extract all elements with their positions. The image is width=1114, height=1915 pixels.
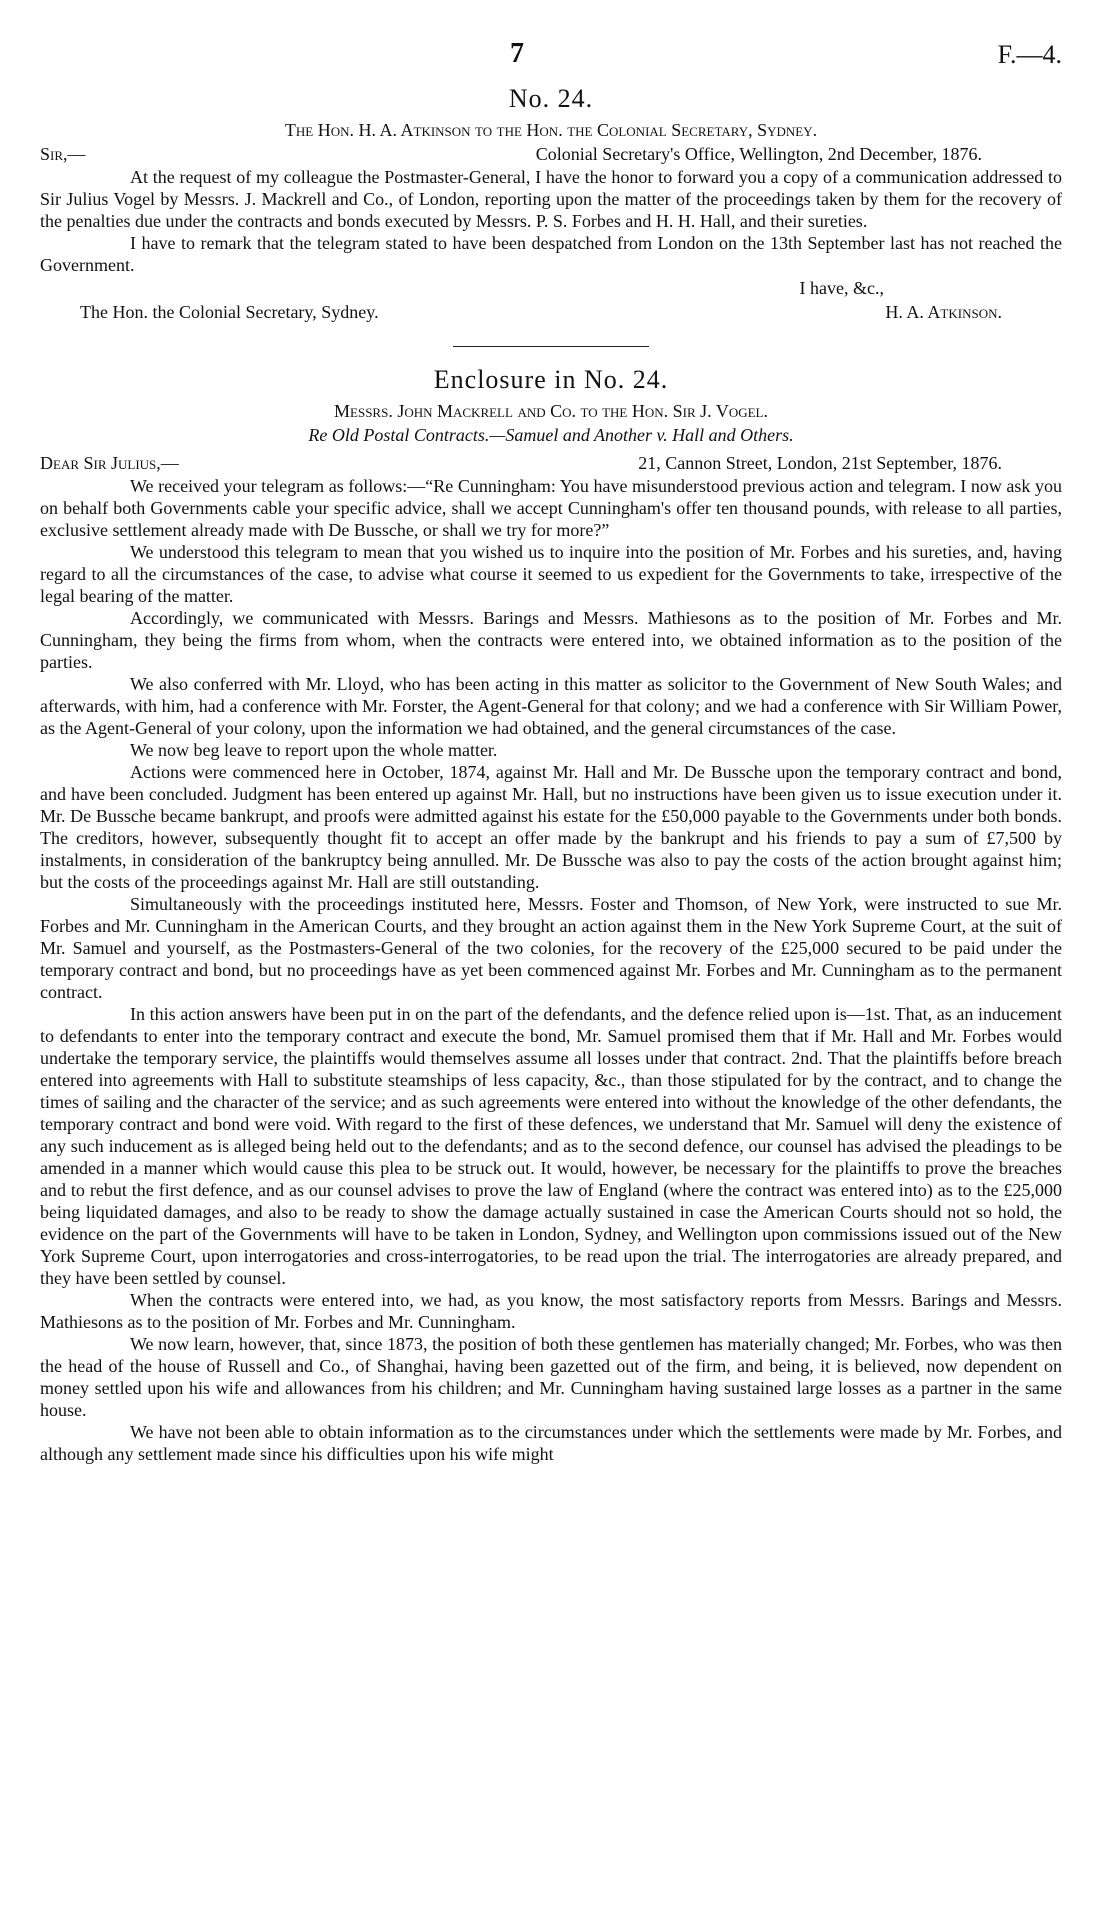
page-header [40,38,1062,82]
enclosure-paragraph: Actions were commenced here in October, 1874, against Mr. Hall and Mr. De Bussche upon the temporary contract and bond, and have been concluded. Judgment has been entered up against Mr. Hall, but no instructions have been given us to issue execution under it. Mr. De Bussche became bankrupt, and proofs were admitted against his estate for the £50,000 payable to the Governments under both bonds. The creditors, however, subsequently thought fit to accept an offer made by the bankrupt and his friends to pay a sum of £7,500 by instalments, in consideration of the bankruptcy being annulled. Mr. De Bussche was also to pay the costs of the action brought against him; but the costs of the proceedings against Mr. Hall are still outstanding. [40,762,1062,892]
letter-signature: H. A. Atkinson. [885,302,1002,322]
enclosure-paragraph: We now learn, however, that, since 1873, the position of both these gentlemen has materially changed; Mr. Forbes, who was then the head of the house of Russell and Co., of Shanghai, having been gazetted out of the firm, and being, it is believed, now dependent on money settled upon his wife and allowances from his children; and Mr. Cunningham having sustained large losses as a partner in the same house. [40,1334,1062,1420]
enclosure-paragraph: Accordingly, we communicated with Messrs. Barings and Messrs. Mathiesons as to the position of Mr. Forbes and Mr. Cunningham, they being the firms from whom, when the contracts were entered into, we obtained information as to the position of the parties. [40,608,1062,672]
document-code: F.—4. [997,40,1062,69]
letter-from-to: The Hon. H. A. Atkinson to the Hon. the Colonial Secretary, Sydney. [284,120,818,140]
enclosure-salutation-row [40,451,1062,475]
enclosure-address-date: 21, Cannon Street, London, 21st September, 1876. [638,453,1002,473]
letter-salutation: Sir,— [40,144,86,164]
enclosure-paragraph: We have not been able to obtain information as to the circumstances under which the settlements were made by Mr. Forbes, and although any settlement made since his difficulties upon his wife might [40,1422,1062,1464]
enclosure-paragraph: We understood this telegram to mean that you wished us to inquire into the position of Mr. Forbes and his sureties, and, having regard to all the circumstances of the case, to advise what course it seemed to us expedient for the Governments to take, irrespective of the legal bearing of the matter. [40,542,1062,606]
enclosure-paragraph: We also conferred with Mr. Lloyd, who has been acting in this matter as solicitor to the Government of New South Wales; and afterwards, with him, had a conference with Mr. Forster, the Agent-General for that colony; and we had a conference with Sir William Power, as the Agent-General of your colony, upon the information we had obtained, and the general circumstances of the case. [40,674,1062,738]
section-divider [453,346,649,347]
letter-address-date: Colonial Secretary's Office, Wellington, 2nd December, 1876. [535,144,982,164]
letter-salutation-row [40,142,1062,166]
letter-paragraph: At the request of my colleague the Postmaster-General, I have the honor to forward you a copy of a communication addressed to Sir Julius Vogel by Messrs. J. Mackrell and Co., of London, reporting upon the matter of the proceedings taken by them for the recovery of the penalties due under the contracts and bonds executed by Messrs. P. S. Forbes and H. H. Hall, and their sureties. [40,167,1062,231]
letter-paragraph: I have to remark that the telegram stated to have been despatched from London on the 13th September last has not reached the Government. [40,233,1062,275]
letter-signature-row [40,300,1062,324]
document-page [40,38,1062,1465]
letter-closing-row [40,276,1062,300]
page-number: 7 [510,38,524,69]
enclosure-paragraph: In this action answers have been put in on the part of the defendants, and the defence relied upon is—1st. That, as an inducement to defendants to enter into the temporary contract and execute the bond, Mr. Samuel promised them that if Mr. Hall and Mr. Forbes would undertake the temporary service, the plaintiffs would themselves assume all losses under that contract. 2nd. That the plaintiffs before breach entered into agreements with Hall to substitute steamships of less capacity, &c., than those stipulated for by the contract, and to change the times of sailing and the character of the service; and as such agreements were entered into without the knowledge of the other defendants, the temporary contract and bond were void. With regard to the first of these defences, we understand that Mr. Samuel will deny the existence of any such inducement as is alleged being held out to the defendants; and as to the second defence, our counsel has advised the pleadings to be amended in a manner which would cause this plea to be struck out. It would, however, be necessary for the plaintiffs to prove the breaches and to rebut the first defence, and as our counsel advises to prove the law of England (where the contract was entered into) as to the £25,000 being liquidated damages, and also to be ready to show the damage actually sustained in case the American Courts should not so hold, the evidence on the part of the Governments will have to be taken in London, Sydney, and Wellington upon commissions issued out of the New York Supreme Court, upon interrogatories and cross-interrogatories, to be read upon the trial. The interrogatories are already prepared, and they have been settled by counsel. [40,1004,1062,1288]
enclosure-paragraph: Simultaneously with the proceedings instituted here, Messrs. Foster and Thomson, of New York, were instructed to sue Mr. Forbes and Mr. Cunningham in the American Courts, and they brought an action against them in the New York Supreme Court, at the suit of Mr. Samuel and yourself, as the Postmasters-General of the two colonies, for the recovery of the £25,000 secured to be paid under the temporary contract and bond, but no proceedings have as yet been commenced against Mr. Forbes and Mr. Cunningham as to the permanent contract. [40,894,1062,1002]
enclosure-paragraph: We now beg leave to report upon the whole matter. [130,740,498,760]
letter-number: No. 24. [508,84,594,113]
letter-addressee: The Hon. the Colonial Secretary, Sydney. [80,302,379,322]
enclosure-paragraph: We received your telegram as follows:—“Re Cunningham: You have misunderstood previous action and telegram. I now ask you on behalf both Governments cable your specific advice, shall we accept Cunningham's offer ten thousand pounds, with release to all parties, exclusive settlement already made with De Bussche, or shall we try for more?” [40,476,1062,540]
letter-closing: I have, &c., [799,278,884,298]
enclosure-title: Enclosure in No. 24. [433,365,669,394]
enclosure-salutation: Dear Sir Julius,— [40,453,179,473]
enclosure-subject: Re Old Postal Contracts.—Samuel and Another v. Hall and Others. [308,425,794,445]
enclosure-paragraph: When the contracts were entered into, we had, as you know, the most satisfactory reports from Messrs. Barings and Messrs. Mathiesons as to the position of Mr. Forbes and Mr. Cunningham. [40,1290,1062,1332]
enclosure-from-to: Messrs. John Mackrell and Co. to the Hon. Sir J. Vogel. [334,401,768,421]
